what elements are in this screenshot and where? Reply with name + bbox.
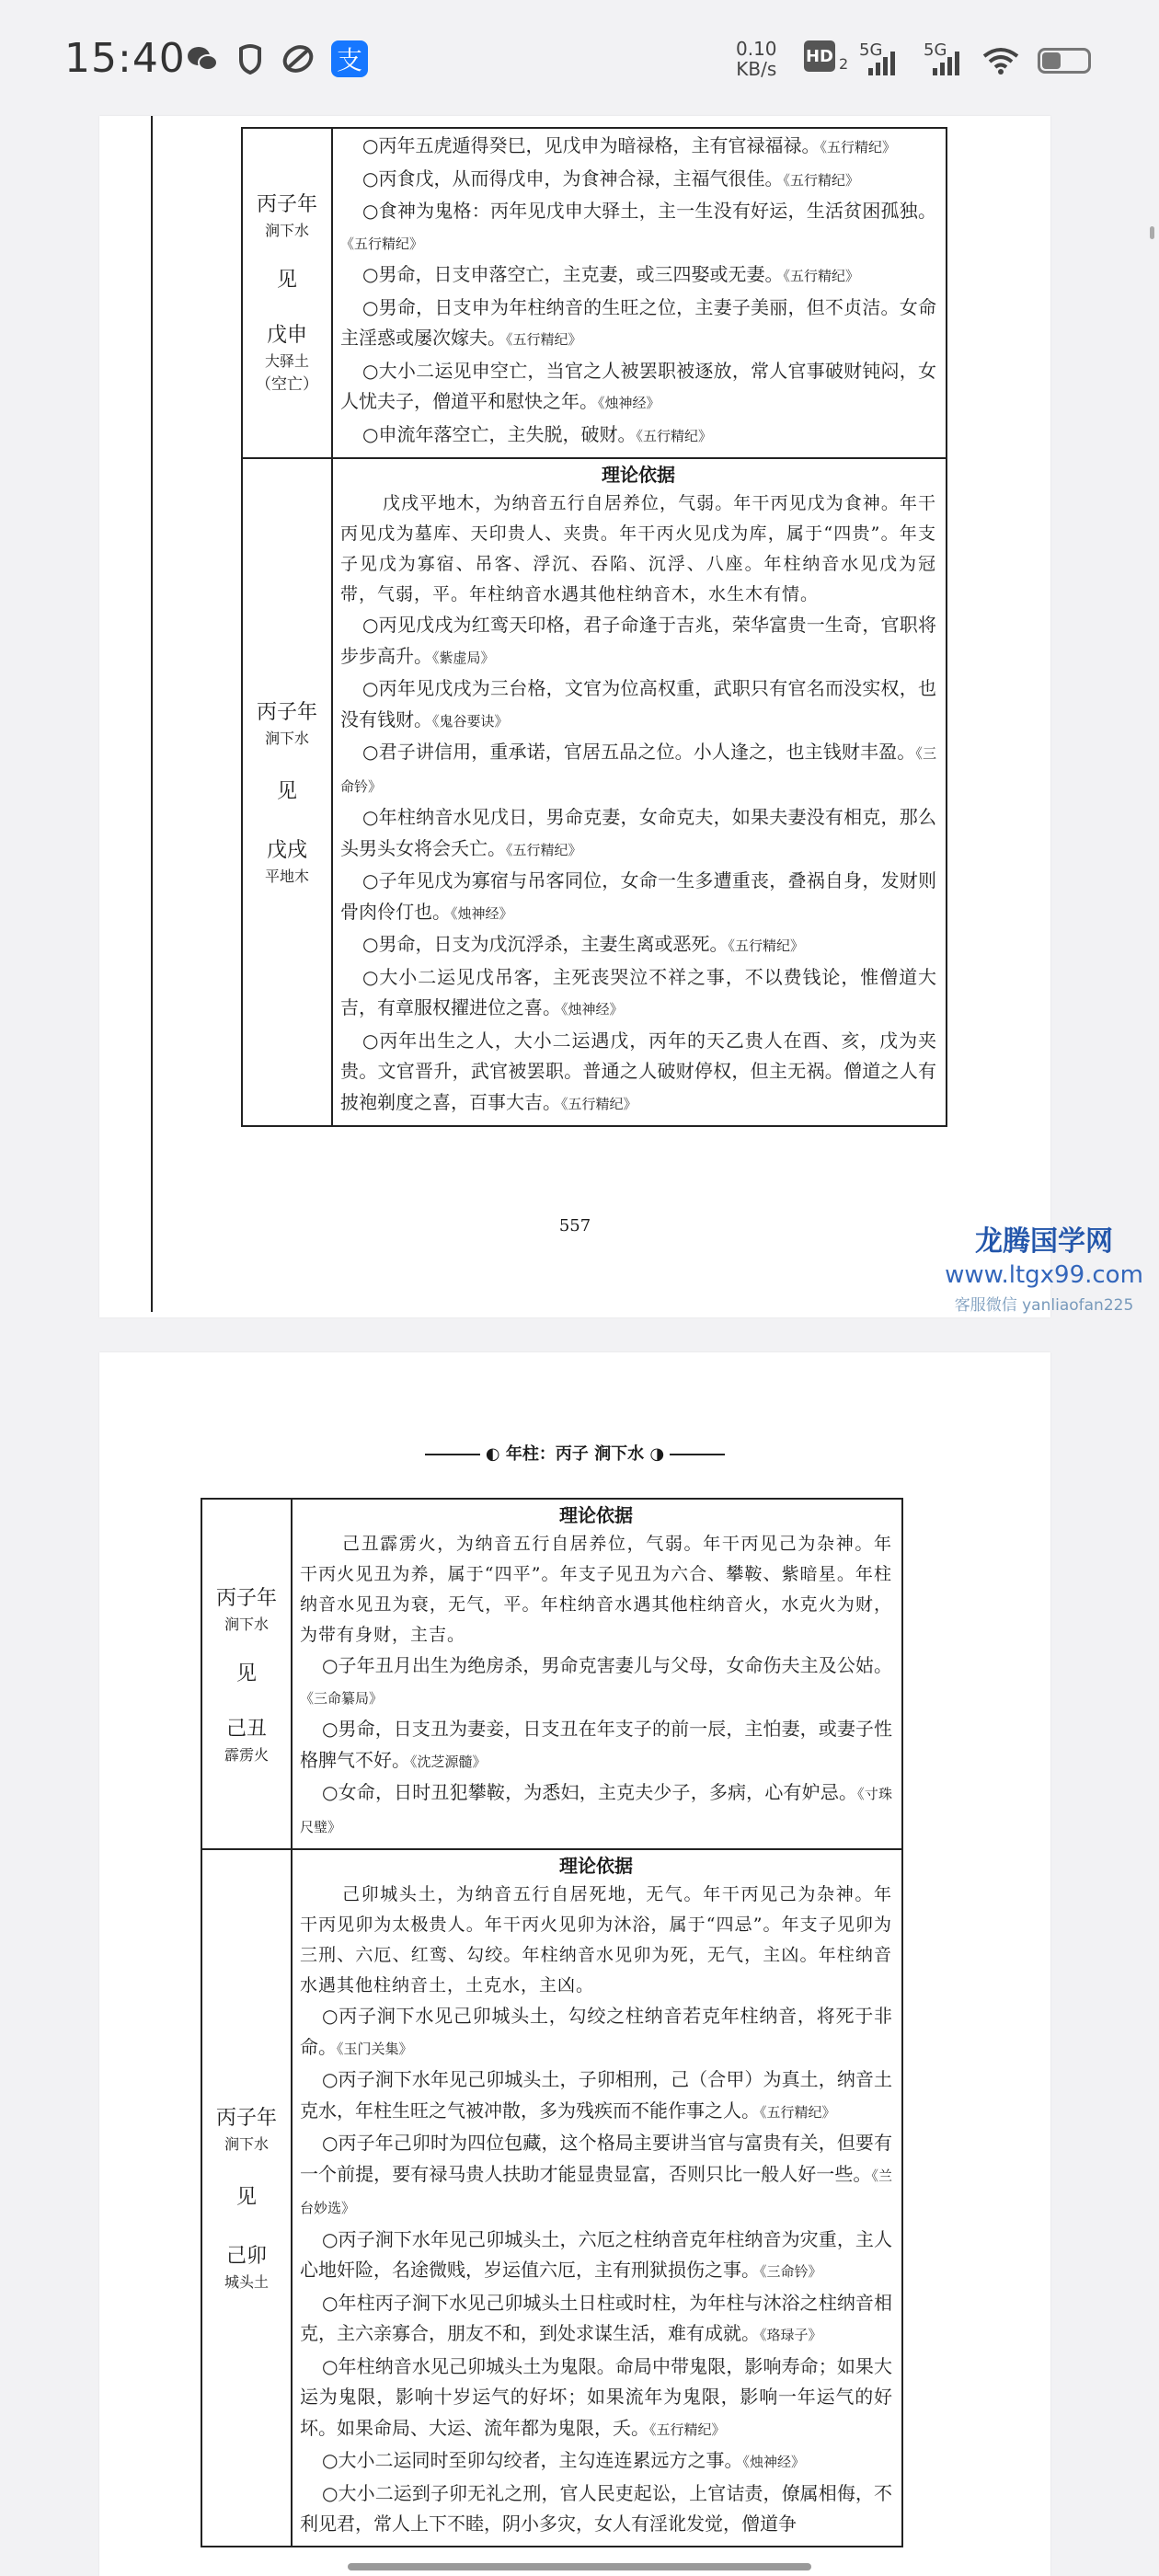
network-speed-unit: KB/s [736, 58, 777, 80]
source-citation: 《五行精纪》 [820, 139, 896, 155]
list-item [300, 1650, 892, 1714]
paragraph-list [340, 610, 936, 1120]
table-wuxing [201, 1498, 903, 2547]
paragraph-list [300, 2001, 892, 2540]
list-item [300, 2478, 892, 2540]
document-page-557 [99, 116, 1050, 1317]
paragraph-text: ○丙食戊，从而得戊申，为食神合禄，主福气很佳。 [362, 167, 784, 190]
battery-icon [1038, 48, 1091, 74]
row-content [292, 1849, 902, 2547]
list-item [340, 164, 936, 197]
paragraph-list [340, 131, 936, 452]
source-citation: 《三命钤》 [760, 2263, 822, 2280]
list-item [340, 1026, 936, 1121]
source-citation: 《五行精纪》 [783, 171, 859, 189]
source-citation: 《五行精纪》 [340, 235, 424, 252]
list-item [340, 929, 936, 962]
list-item [340, 737, 936, 802]
paragraph-text: ○丙年出生之人，大小二运遇戊，丙年的天乙贵人在酉、亥，戊为夹贵。文官晋升，武官被罢职。普通之人破财停权，但主无祸。僧道之人有披袍剃度之喜，百事大吉。 [340, 1029, 936, 1113]
paragraph-text: ○丙子年己卯时为四位包藏，这个格局主要讲当官与富贵有关，但要有一个前提，要有禄马贵人扶助才能显贵显富，否则只比一般人好一些。 [300, 2132, 892, 2185]
source-citation: 《五行精纪》 [649, 2421, 726, 2438]
list-item [300, 2352, 892, 2446]
paragraph-text: ○男命，日支丑为妻妾，日支丑在年支子的前一辰，主怕妻，或妻子性格脾气不好。 [300, 1718, 892, 1771]
list-item [300, 1714, 892, 1777]
paragraph-text: ○年柱纳音水见戊日，男命克妻，女命克夫，如果夫妻没有相克，那么头男头女将会夭亡。 [340, 806, 936, 859]
row-header: 丙子年 涧下水 见 戊戌 平地木 [242, 458, 332, 1126]
signal1-bars-icon [868, 46, 895, 75]
watermark-url: www.ltgx99.com [945, 1261, 1143, 1289]
shield-icon [232, 40, 269, 77]
signal1-label: 5G [859, 40, 883, 60]
basis-text: 己丑霹雳火，为纳音五行自居养位，气弱。年干丙见己为杂神。年干丙火见丑为养，属于“四平”。年支子见丑为六合、攀鞍、紫暗星。年柱纳音水见丑为衰，无气，平。年柱纳音水遇其他柱纳音火，水克火为财，为带有身财，主吉。 [300, 1534, 892, 1645]
paragraph-text: ○丙子涧下水见己卯城头土，勾绞之柱纳音若克年柱纳音，将死于非命。 [300, 2005, 892, 2058]
basis-text: 己卯城头土，为纳音五行自居死地，无气。年干丙见己为杂神。年干丙见卯为太极贵人。年干丙火见卯为沐浴，属于“四忌”。年支子见卯为三刑、六厄、红鸾、勾绞。年柱纳音水见卯为死，无气，主凶。年柱纳音水遇其他柱纳音土，土克水，主凶。 [300, 1884, 892, 1995]
source-citation: 《三命纂局》 [300, 1689, 384, 1707]
paragraph-text: ○年柱纳音水见己卯城头土为鬼限。命局中带鬼限，影响寿命；如果大运为鬼限，影响十岁运气的好坏；如果流年为鬼限，影响一年运气的好坏。如果命局、大运、流年都为鬼限，夭。 [300, 2354, 892, 2439]
hd-sub: 2 [839, 55, 849, 73]
source-citation: 《五行精纪》 [728, 937, 804, 954]
paragraph-text: ○大小二运同时至卯勾绞者，主勾连连累远方之事。 [322, 2449, 743, 2471]
table-row [201, 1849, 902, 2547]
network-speed-value: 0.10 [736, 38, 777, 60]
table-row [242, 128, 947, 458]
list-item [340, 356, 936, 420]
source-citation: 《沈芝源髓》 [410, 1753, 487, 1770]
source-citation: 《五行精纪》 [783, 268, 859, 284]
row-header: 丙子年 涧下水 见 己卯 城头土 [201, 1849, 292, 2547]
row-content [332, 458, 947, 1126]
list-item [340, 673, 936, 737]
paragraph-text: ○男命，日支申为年柱纳音的生旺之位，主妻子美丽，但不贞洁。女命主淫惑或屡次嫁夫。 [340, 295, 936, 349]
basis-title: 理论依据 [602, 464, 675, 486]
row-content [292, 1499, 902, 1849]
link-icon [280, 40, 316, 77]
watermark [929, 1224, 1159, 1317]
source-citation: 《烛神经》 [561, 1001, 624, 1018]
basis-text: 戊戌平地木，为纳音五行自居养位，气弱。年干丙见戊为食神。年干丙见戊为墓库、天印贵人、夹贵。年干丙火见戊为库，属于“四贵”。年支子见戊为寡宿、吊客、浮沉、吞陷、沉浮、八座。年柱纳音水见戊为冠带，气弱，平。年柱纳音水遇其他柱纳音木，水生木有情。 [340, 493, 936, 604]
list-item [340, 420, 936, 453]
paragraph-text: ○女命，日时丑犯攀鞍，为悉妇，主克夫少子，多病，心有妒忌。 [322, 1781, 858, 1803]
paragraph-text: ○丙子涧下水年见己卯城头土，六厄之柱纳音克年柱纳音为灾重，主人心地奸险，名途微贱，岁运值六厄，主有刑狱损伤之事。 [300, 2227, 892, 2281]
list-item [340, 259, 936, 293]
paragraph-text: ○年柱丙子涧下水见己卯城头土日柱或时柱，为年柱与沐浴之柱纳音相克，主六亲寡合，朋友不和，到处求谋生活，难有成就。 [300, 2291, 892, 2344]
list-item [340, 610, 936, 673]
source-citation: 《五行精纪》 [561, 1095, 637, 1112]
row-header: 丙子年 涧下水 见 己丑 霹雳火 [201, 1499, 292, 1849]
table-wuxing [241, 127, 947, 1127]
paragraph-text: ○子年丑月出生为绝房杀，男命克害妻儿与父母，女命伤夫主及公姑。 [322, 1654, 892, 1676]
wifi-icon [982, 42, 1019, 79]
signal2-label: 5G [924, 40, 947, 60]
list-item [300, 1777, 892, 1843]
list-item [300, 2445, 892, 2478]
watermark-contact: 客服微信 yanliaofan225 [954, 1296, 1134, 1315]
source-citation: 《兰台妙选》 [300, 2167, 892, 2216]
paragraph-text: ○男命，日支申落空亡，主克妻，或三四娶或无妻。 [362, 263, 784, 285]
list-item [340, 962, 936, 1026]
row-content [332, 128, 947, 458]
source-citation: 《珞琭子》 [760, 2327, 822, 2343]
source-citation: 《五行精纪》 [760, 2103, 836, 2121]
alipay-icon: 支 [331, 40, 368, 77]
source-citation: 《玉门关集》 [337, 2040, 413, 2057]
signal2-bars-icon [933, 46, 959, 75]
source-citation: 《五行精纪》 [506, 841, 582, 858]
wechat-icon [184, 40, 221, 77]
hd-voice-icon: HD [804, 40, 835, 72]
watermark-title: 龙腾国学网 [975, 1225, 1113, 1258]
paragraph-text: ○丙年见戊戌为三台格，文官为位高权重，武职只有官名而没实权，也没有钱财。 [340, 677, 936, 730]
row-header: 丙子年 涧下水 见 戊申 大驿土 （空亡） [242, 128, 332, 458]
list-item [340, 131, 936, 164]
paragraph-text: ○丙年五虎遁得癸巳，见戊申为暗禄格，主有官禄福禄。 [362, 134, 820, 156]
source-citation: 《紫虚局》 [432, 649, 495, 666]
document-page-558 [99, 1352, 1050, 2576]
list-item [300, 2225, 892, 2288]
source-citation: 《烛神经》 [451, 904, 513, 922]
list-item [300, 2064, 892, 2128]
list-item [340, 866, 936, 929]
source-citation: 《五行精纪》 [506, 331, 582, 348]
paragraph-text: ○君子讲信用，重承诺，官居五品之位。小人逢之，也主钱财丰盈。 [362, 741, 916, 763]
page-spine-line [151, 116, 153, 1312]
source-citation: 《五行精纪》 [636, 427, 712, 444]
running-header-text: 年柱：丙子 涧下水 [505, 1444, 645, 1464]
list-item [300, 2128, 892, 2225]
home-indicator-bar[interactable] [348, 2563, 811, 2570]
table-row [242, 458, 947, 1126]
source-citation: 《寸珠尺璧》 [300, 1786, 892, 1835]
status-time: 15:40 [64, 35, 186, 82]
list-item [340, 196, 936, 259]
network-speed [736, 39, 777, 79]
table-row [201, 1499, 902, 1849]
source-citation: 《烛神经》 [742, 2454, 805, 2470]
basis-title: 理论依据 [559, 1855, 633, 1877]
paragraph-text: ○丙子涧下水年见己卯城头土，子卯相刑，己（合甲）为真土，纳音土克水，年柱生旺之气被冲散，多为残疾而不能作事之人。 [300, 2068, 892, 2122]
page-number: 557 [558, 1216, 591, 1236]
paragraph-text: ○男命，日支为戊沉浮杀，主妻生离或恶死。 [362, 933, 729, 955]
paragraph-text: ○食神为鬼格：丙年见戊申大驿土，主一生没有好运，生活贫困孤独。 [362, 200, 936, 222]
paragraph-text: ○大小二运见戊吊客，主死丧哭泣不祥之事，不以费钱论，惟僧道大吉，有章服权擢进位之喜。 [340, 965, 936, 1018]
source-citation: 《烛神经》 [598, 395, 660, 411]
paragraph-text: ○大小二运见申空亡，当官之人被罢职被逐放，常人官事破财钝闷，女人忧夫子，僧道平和慰快之年。 [340, 359, 936, 412]
source-citation: 《鬼谷要诀》 [432, 712, 509, 730]
running-header: ◐ 年柱：丙子 涧下水 ◑ [99, 1441, 1050, 1465]
basis-title: 理论依据 [559, 1504, 633, 1526]
list-item [300, 2001, 892, 2064]
paragraph-text: ○子年见戊为寡宿与吊客同位，女命一生多遭重丧，叠祸自身，发财则骨肉伶仃也。 [340, 869, 936, 923]
scroll-indicator[interactable] [1150, 226, 1154, 239]
paragraph-text: ○丙见戊戌为红鸾天印格，君子命逢于吉兆，荣华富贵一生奇，官职将步步高升。 [340, 614, 936, 667]
paragraph-list [300, 1650, 892, 1843]
list-item [340, 802, 936, 866]
source-citation: 《三命钤》 [340, 745, 936, 795]
status-bar [0, 0, 1159, 116]
list-item [340, 293, 936, 356]
list-item [300, 2288, 892, 2352]
paragraph-text: ○大小二运到子卯无礼之刑，官人民吏起讼，上官诘责，僚属相侮，不利见君，常人上下不睦，阴小多灾，女人有淫讹发觉，僧道争 [300, 2481, 892, 2535]
paragraph-text: ○申流年落空亡，主失脱，破财。 [362, 422, 637, 445]
